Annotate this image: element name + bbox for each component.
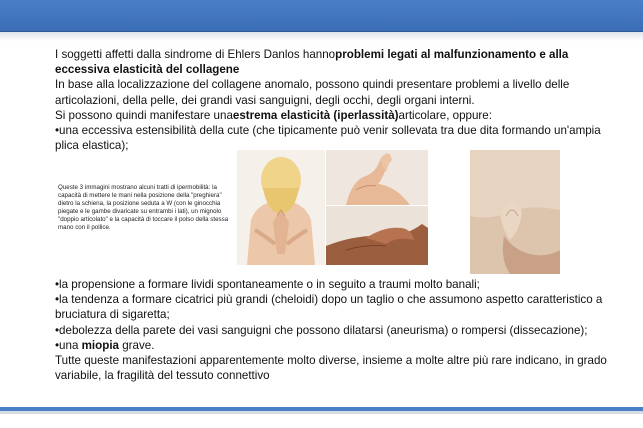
bullet-skin: •una eccessiva estensibilità della cute (che tipicamente può venir sollevata tra due dita formando un'ampia plica elastica); [55, 124, 601, 153]
hyperlaxity-bold-text: estrema elasticità (iperlassità) [232, 108, 399, 122]
hyperlaxity-text-pre: Si possono quindi manifestare una [55, 108, 233, 122]
main-text-upper [55, 47, 615, 153]
thumb-to-wrist-photo [326, 206, 428, 265]
bullet-myopia [55, 338, 615, 353]
skin-stretch-photo [470, 150, 560, 274]
header-bar [0, 0, 643, 32]
main-text-lower [55, 277, 615, 383]
localization-paragraph: In base alla localizzazione del collagene anomalo, possono quindi presentare problemi a livello delle articolazioni, della pelle, dei grandi vasi sanguigni, degli occhi, degli organi interni. [55, 78, 570, 107]
intro-text: I soggetti affetti dalla sindrome di Ehlers Danlos hanno [55, 48, 336, 61]
intro-bold-text: problemi legati al malfunzionamento e alla eccessiva elasticità del collagene [55, 48, 569, 77]
bullet-bruises: •la propensione a formare lividi spontaneamente o in seguito a traumi molto banali; [55, 278, 480, 291]
footer-shadow [0, 411, 643, 414]
finger-hyperextension-photo [326, 150, 428, 205]
hyperlaxity-paragraph [55, 108, 615, 123]
bullet-scars: •la tendenza a formare cicatrici più grandi (cheloidi) dopo un taglio o che assumono aspetto caratteristico a bruciatura di sigaretta; [55, 293, 603, 322]
hyperlaxity-text-post: articolare, oppure: [398, 108, 492, 122]
myopia-text-post: grave. [119, 338, 155, 352]
myopia-text-pre: •una [55, 338, 82, 352]
myopia-bold-text: miopia [81, 338, 119, 352]
image-caption: Queste 3 immagini mostrano alcuni tratti di ipermobilità: la capacità di mettere le mani nella posizione della "preghiera" dietro la schiena, la posizione seduta a W (con le ginocchia piegate e le gambe divaricate su entrambi i lati), un mignolo "doppio articolato" e la capacità di toccare il polso della stessa mano con il pollice. [58, 184, 229, 231]
bullet-vessels: •debolezza della parete dei vasi sanguigni che possono dilatarsi (aneurisma) o rompersi (dissecazione); [55, 323, 588, 337]
header-shadow [0, 32, 643, 41]
prayer-hands-photo [237, 150, 325, 265]
intro-paragraph [55, 47, 615, 77]
closing-paragraph: Tutte queste manifestazioni apparentemente molto diverse, insieme a molte altre più rare indicano, in grado variabile, la fragilità del tessuto connettivo [55, 354, 607, 383]
